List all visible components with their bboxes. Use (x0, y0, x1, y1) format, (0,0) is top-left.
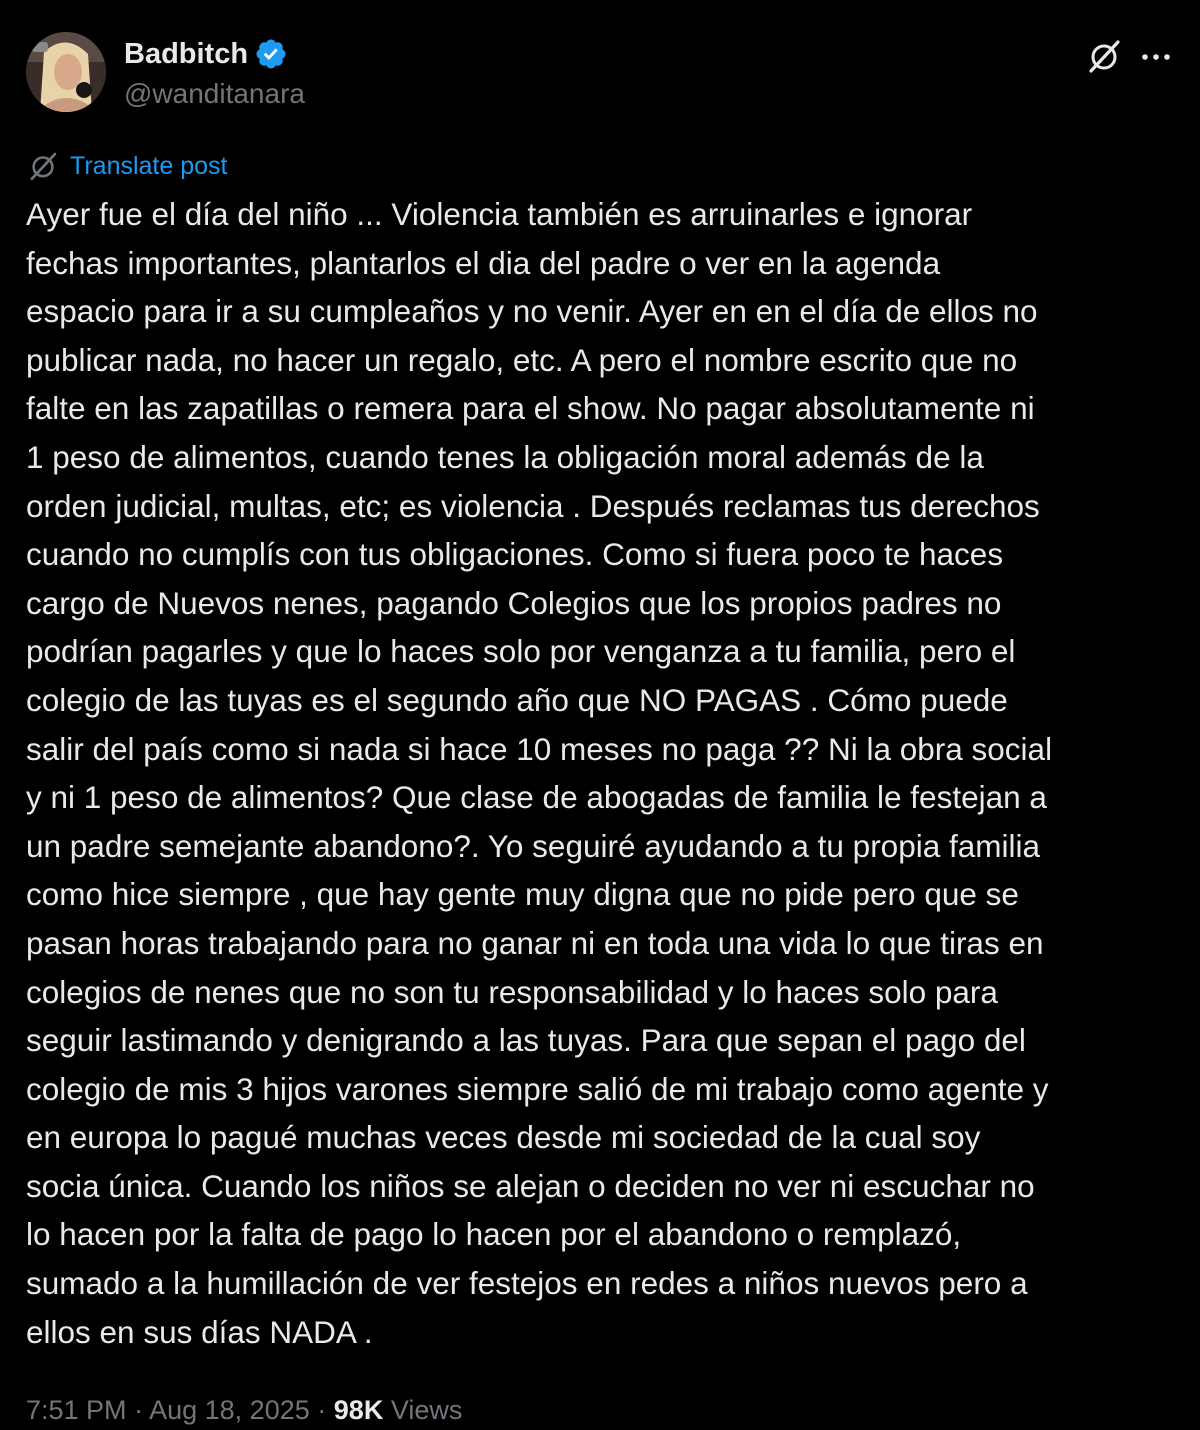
meta-separator: · (134, 1395, 144, 1425)
post-top-actions (1084, 36, 1176, 76)
views-count: 98K (333, 1395, 384, 1425)
post-body-line: publicar nada, no hacer un regalo, etc. A pero el nombre escrito que no (26, 341, 1018, 378)
post-body-line: colegios de nenes que no son tu responsabilidad y lo haces solo para (26, 973, 998, 1010)
post-body-line: Ayer fue el día del niño ... Violencia también es arruinarles e ignorar (26, 196, 973, 232)
post-body-line: cuando no cumplís con tus obligaciones. Como si fuera poco te haces (26, 536, 1004, 573)
post-body-line: pasan horas trabajando para no ganar ni en toda una vida lo que tiras en (26, 924, 1044, 961)
post-body-line: ellos en sus días NADA . (26, 1313, 373, 1350)
post-body-line: en europa lo pagué muchas veces desde mi sociedad de la cual soy (26, 1119, 981, 1156)
post-body-line: colegio de las tuyas es el segundo año que NO PAGAS . Cómo puede (26, 681, 1008, 718)
verified-badge-icon[interactable] (254, 37, 288, 71)
grok-icon[interactable] (1084, 36, 1124, 76)
post-body-line: y ni 1 peso de alimentos? Que clase de abogadas de familia le festejan a (26, 779, 1047, 816)
post-body-line: fechas importantes, plantarlos el dia del padre o ver en la agenda (26, 244, 941, 281)
views-label: Views (390, 1395, 463, 1425)
post-time[interactable]: 7:51 PM (26, 1395, 127, 1425)
meta-separator: · (317, 1395, 327, 1425)
post-body-line: falte en las zapatillas o remera para el show. No pagar absolutamente ni (26, 390, 1035, 427)
display-name-row (124, 34, 305, 74)
post-body-line: seguir lastimando y denigrando a las tuyas. Para que sepan el pago del (26, 1022, 1026, 1059)
post-meta (26, 1390, 462, 1430)
handle[interactable]: @wanditanara (124, 78, 305, 109)
translate-icon (26, 149, 60, 183)
post-body-line: 1 peso de alimentos, cuando tenes la obligación moral además de la (26, 438, 984, 475)
post-body-line: cargo de Nuevos nenes, pagando Colegios que los propios padres no (26, 584, 1002, 621)
post-body-line: orden judicial, multas, etc; es violencia . Después reclamas tus derechos (26, 487, 1040, 524)
avatar[interactable] (26, 32, 106, 112)
more-icon[interactable] (1136, 36, 1176, 76)
post-body-line: como hice siempre , que hay gente muy digna que no pide pero que se (26, 876, 1019, 913)
post-body (26, 190, 1176, 1356)
translate-post-label: Translate post (70, 151, 228, 180)
post-body-line: colegio de mis 3 hijos varones siempre salió de mi trabajo como agente y (26, 1070, 1049, 1107)
post-body-line: lo hacen por la falta de pago lo hacen por el abandono o remplazó, (26, 1216, 962, 1253)
display-name[interactable]: Badbitch (124, 37, 249, 70)
post-header (26, 30, 1176, 116)
avatar-image (26, 32, 106, 112)
post-body-line: podrían pagarles y que lo haces solo por venganza a tu familia, pero el (26, 633, 1016, 670)
post-date[interactable]: Aug 18, 2025 (149, 1395, 310, 1425)
post-body-line: socia única. Cuando los niños se alejan o deciden no ver ni escuchar no (26, 1167, 1035, 1204)
author-names (124, 34, 305, 110)
translate-post-link[interactable] (26, 148, 227, 184)
post-body-line: sumado a la humillación de ver festejos en redes a niños nuevos pero a (26, 1265, 1028, 1302)
post-body-line: espacio para ir a su cumpleaños y no venir. Ayer en en el día de ellos no (26, 293, 1038, 330)
post-body-line: salir del país como si nada si hace 10 meses no paga ?? Ni la obra social (26, 730, 1053, 767)
post-body-line: un padre semejante abandono?. Yo seguiré ayudando a tu propia familia (26, 827, 1041, 864)
